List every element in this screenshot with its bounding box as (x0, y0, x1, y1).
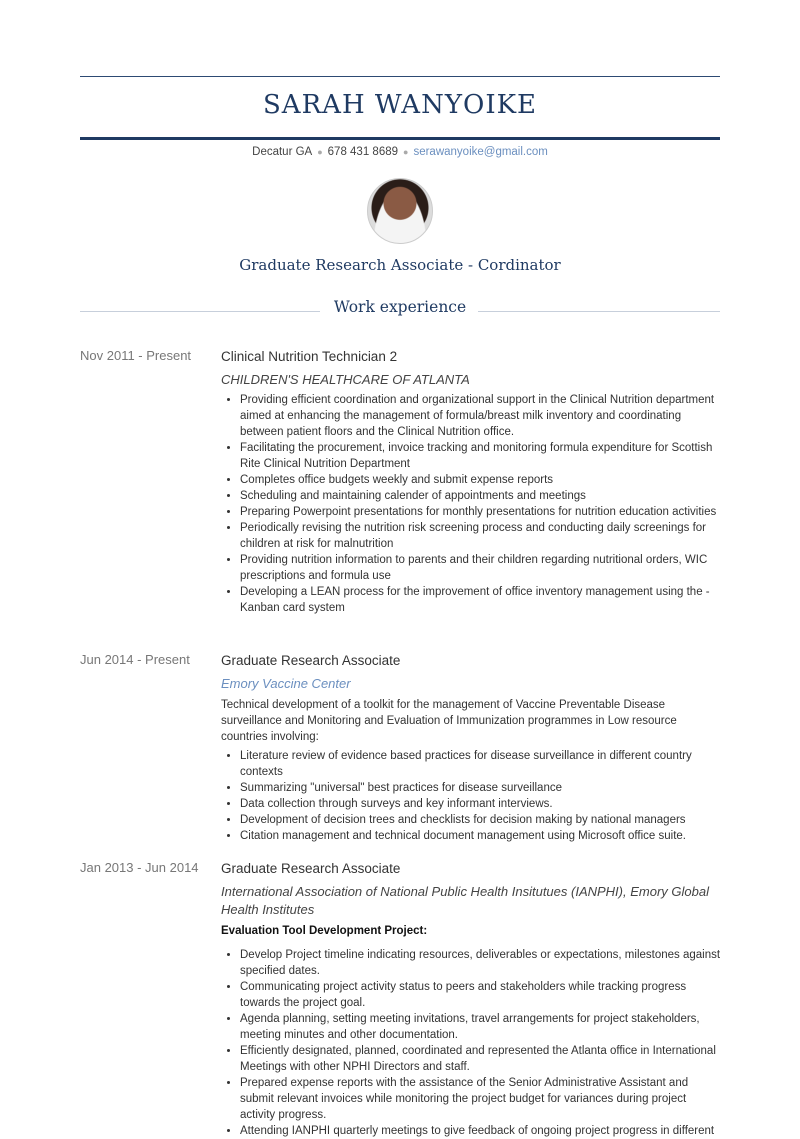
list-item: • Communicating project activity status to peers and stakeholders while tracking progress towards the project goal. (240, 979, 721, 1011)
job-title: Clinical Nutrition Technician 2 (221, 349, 398, 364)
list-item: • Preparing Powerpoint presentations for monthly presentations for nutrition education activities (240, 504, 721, 520)
list-item: • Data collection through surveys and key informant interviews. (240, 796, 721, 812)
company-name: CHILDREN'S HEALTHCARE OF ATLANTA (221, 372, 470, 387)
phone: 678 431 8689 (327, 146, 399, 158)
job-title: Graduate Research Associate (221, 861, 401, 876)
email-link[interactable]: serawanyoike@gmail.com (413, 146, 548, 158)
company-link[interactable]: Emory Vaccine Center (221, 676, 351, 691)
candidate-name: SARAH WANYOIKE (263, 90, 537, 120)
list-item: • Development of decision trees and checklists for decision making by national managers (240, 812, 721, 828)
list-item: • Literature review of evidence based practices for disease surveillance in different country contexts (240, 748, 721, 780)
list-item: • Attending IANPHI quarterly meetings to give feedback of ongoing project progress in different (240, 1123, 721, 1139)
separator-dot-icon: ● (317, 147, 323, 157)
list-item: • Summarizing "universal" best practices for disease surveillance (240, 780, 721, 796)
project-subheading: Evaluation Tool Development Project: (221, 925, 428, 937)
contact-line (80, 146, 720, 158)
job-bullets (221, 748, 721, 844)
job-dates: Jun 2014 - Present (80, 652, 190, 667)
company-name: International Association of National Public Health Insitutues (IANPHI), Emory Global Health Institutes (221, 884, 709, 917)
list-item: • Providing efficient coordination and organizational support in the Clinical Nutrition department aimed at enhancing the management of formula/breast milk inventory and coordinating between patient floors and the Clinical Nutrition office. (240, 392, 721, 440)
job-body (221, 860, 721, 1139)
list-item: • Develop Project timeline indicating resources, deliverables or expectations, milestones against specified dates. (240, 947, 721, 979)
job-bullets (221, 947, 721, 1139)
avatar (367, 178, 433, 244)
job-body (221, 652, 721, 844)
list-item: • Agenda planning, setting meeting invitations, travel arrangements for project stakeholders, meeting minutes and other documentation. (240, 1011, 721, 1043)
list-item: • Citation management and technical document management using Microsoft office suite. (240, 828, 721, 844)
name-underline (80, 137, 720, 140)
list-item: • Prepared expense reports with the assistance of the Senior Administrative Assistant and submit relevant invoices while monitoring the project budget for variances during project activity progress. (240, 1075, 721, 1123)
section-title: Work experience (333, 298, 467, 316)
job-dates: Jan 2013 - Jun 2014 (80, 860, 199, 875)
job-dates: Nov 2011 - Present (80, 348, 192, 363)
section-header-work-experience (80, 298, 720, 322)
job-body (221, 348, 721, 616)
list-item: • Scheduling and maintaining calender of appointments and meetings (240, 488, 721, 504)
list-item: • Periodically revising the nutrition risk screening process and conducting daily screenings for children at risk for malnutrition (240, 520, 721, 552)
list-item: • Providing nutrition information to parents and their children regarding nutritional orders, WIC prescriptions and formula use (240, 552, 721, 584)
job-title: Graduate Research Associate (221, 653, 401, 668)
list-item: • Developing a LEAN process for the improvement of office inventory management using the -Kanban card system (240, 584, 721, 616)
job-description: Technical development of a toolkit for the management of Vaccine Preventable Disease surveillance and Monitoring and Evaluation of Immunization programmes in Low resource countries involving: (221, 699, 677, 743)
section-rule-right (478, 311, 720, 312)
location: Decatur GA (252, 146, 313, 158)
separator-dot-icon: ● (403, 147, 409, 157)
top-rule (80, 76, 720, 77)
list-item: • Efficiently designated, planned, coordinated and represented the Atlanta office in International Meetings with other NPHI Directors and staff. (240, 1043, 721, 1075)
list-item: • Completes office budgets weekly and submit expense reports (240, 472, 721, 488)
headline: Graduate Research Associate - Cordinator (239, 256, 561, 274)
list-item: • Facilitating the procurement, invoice tracking and monitoring formula expenditure for Scottish Rite Clinical Nutrition Department (240, 440, 721, 472)
job-bullets (221, 392, 721, 616)
